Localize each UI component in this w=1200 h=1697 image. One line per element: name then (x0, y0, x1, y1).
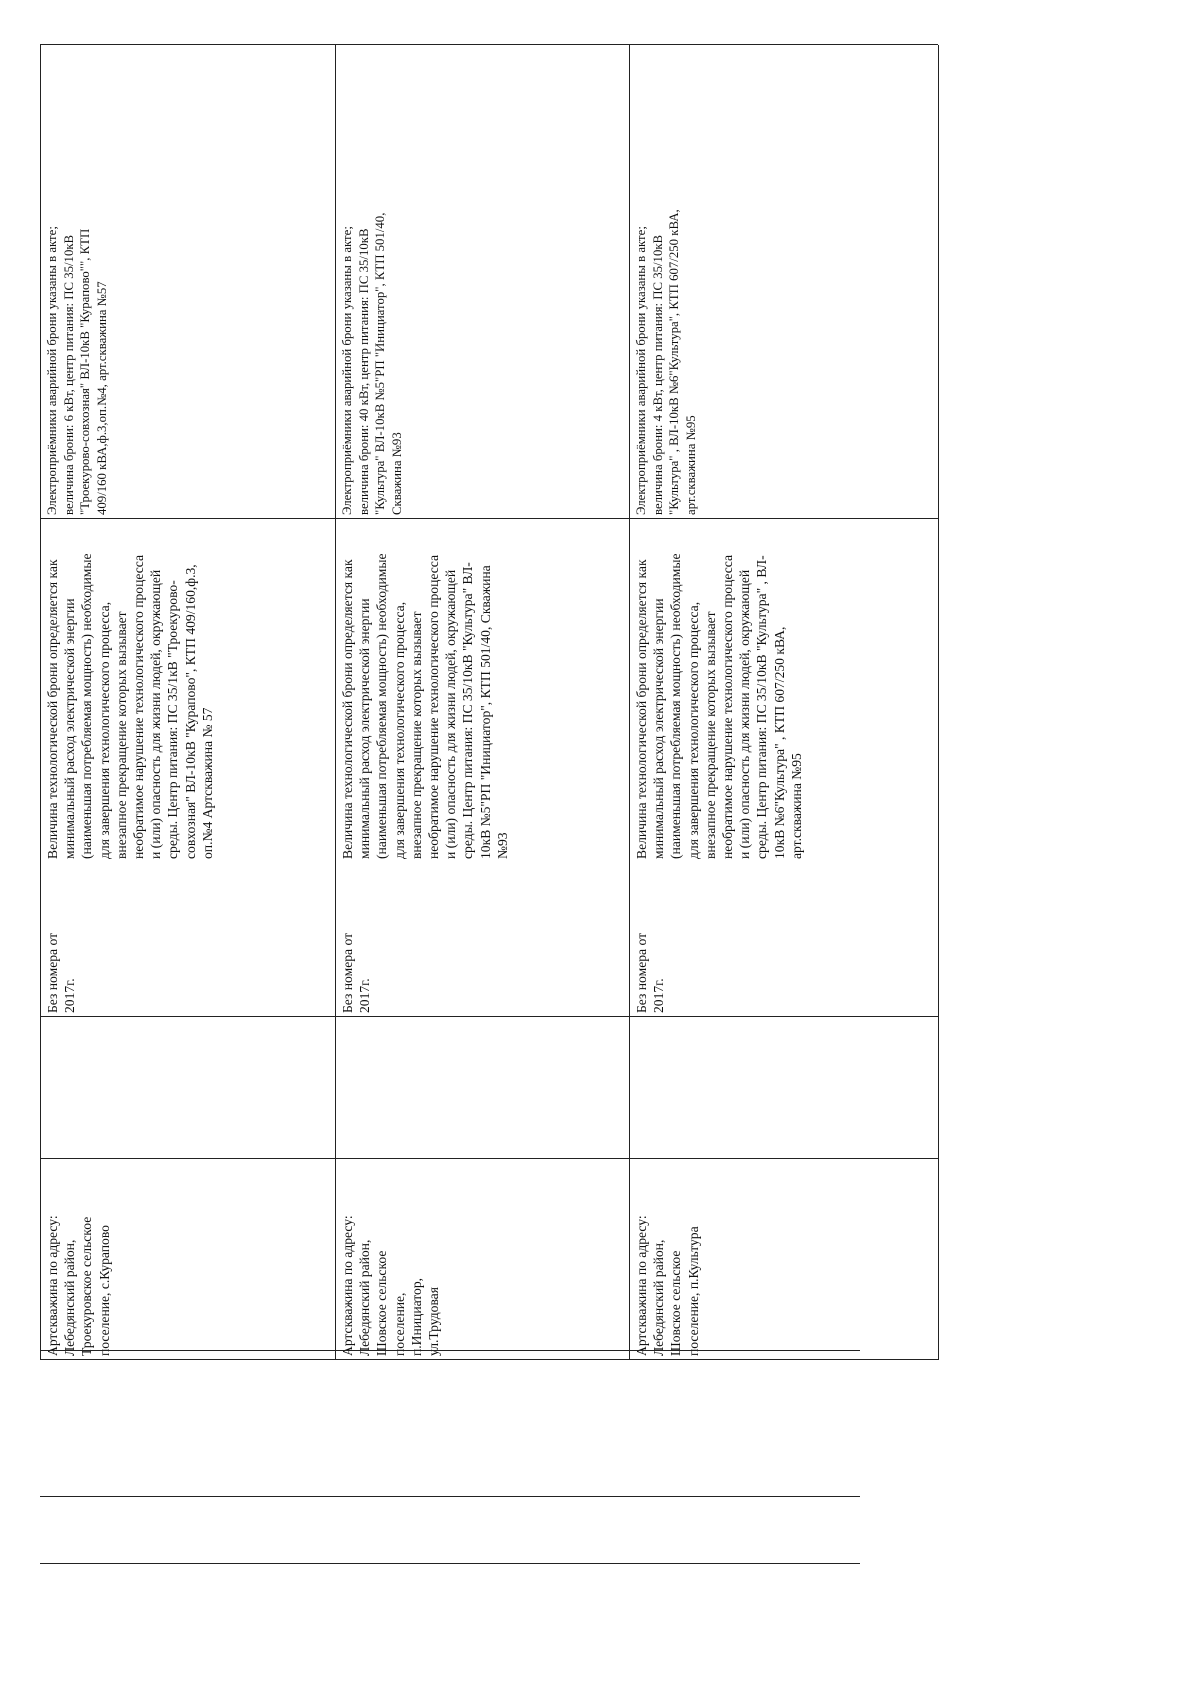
blank-rule-1 (40, 1359, 938, 1360)
col-divider-3 (40, 518, 938, 519)
table-row-2-act: Без номера от 2017г. (340, 932, 373, 1013)
table-row-1-tech-reserve-text: Величина технологической брони определяется как минимальный расход электрической энергии (наименьшая потребляемая мощность) необходимые для завершения технологического процесса, внезапное прекращение которых вызывает необратимое нарушение технологического процесса и (или) опасность для жизни людей, окружающей среды. Центр питания: ПС 35/1кВ "Троекурово- совхозная" ВЛ-10кВ "Курапово", КТП 409/160,ф.3, оп.№4 Артскважина № 57 (45, 553, 215, 859)
row-divider-1 (335, 45, 336, 1360)
table-row-2-emergency-reserve: Электроприёмники аварийной брони указаны в акте; величина брони: 40 кВт, центр питания: ПС 35/10кВ "Культура" ВЛ-10кВ №5"РП "Инициатор", КТП 501/40, Скважина №93 (340, 212, 404, 515)
row-divider-2 (629, 45, 630, 1360)
table-right-border (40, 44, 938, 45)
table-row-2-object: Артскважина по адресу: Лебедянский район, Шовское сельское поселение, п.Инициатор, ул.Трудовая (340, 1215, 442, 1356)
table-row-3-object: Артскважина по адресу: Лебедянский район, Шовское сельское поселение, п.Культура (634, 1215, 701, 1356)
col-divider-2 (40, 1016, 938, 1017)
table-row-1-emergency-reserve: Электроприёмники аварийной брони указаны в акте; величина брони: 6 кВт, центр питания: ПС 35/10кВ "Троекурово-совхозная" ВЛ-10кВ "Курапово"", КТП 409/160 кВА,ф.3,оп.№4, арт.скважина №57 (45, 226, 109, 515)
table-row-3-tech-reserve-text: Величина технологической брони определяется как минимальный расход электрической энергии (наименьшая потребляемая мощность) необходимые для завершения технологического процесса, внезапное прекращение которых вызывает необратимое нарушение технологического процесса и (или) опасность для жизни людей, окружающей среды. Центр питания: ПС 35/10кВ "Культура" , ВЛ- 10кВ №6"Культура" , КТП 607/250 кВА, арт.скважина №95 (634, 553, 804, 859)
emergency-col-bottom (938, 45, 939, 519)
blank-rule-bottom-3 (40, 1563, 860, 1564)
table-row-1-act: Без номера от 2017г. (45, 932, 78, 1013)
blank-rule-bottom-1 (40, 1350, 860, 1351)
table-row-2-tech-reserve-text: Величина технологической брони определяется как минимальный расход электрической энергии (наименьшая потребляемая мощность) необходимые для завершения технологического процесса, внезапное прекращение которых вызывает необратимое нарушение технологического процесса и (или) опасность для жизни людей, окружающей среды. Центр питания: ПС 35/10кВ "Культура" ВЛ- 10кВ №5"РП "Инициатор", КТП 501/40, Скважина №93 (340, 553, 510, 859)
blank-rule-bottom-2 (40, 1496, 860, 1497)
table-row-3-act: Без номера от 2017г. (634, 932, 667, 1013)
table-top-border (40, 45, 41, 1360)
table-row-3-emergency-reserve: Электроприёмники аварийной брони указаны в акте; величина брони: 4 кВт, центр питания: ПС 35/10кВ "Культура" , ВЛ-10кВ №6"Культура", КТП 607/250 кВА, арт.скважина №95 (634, 209, 698, 515)
table-row-1-object: Артскважина по адресу: Лебедянский район, Троекуровское сельское поселение, с.Курапово (45, 1215, 112, 1356)
col-divider-1 (40, 1158, 938, 1159)
